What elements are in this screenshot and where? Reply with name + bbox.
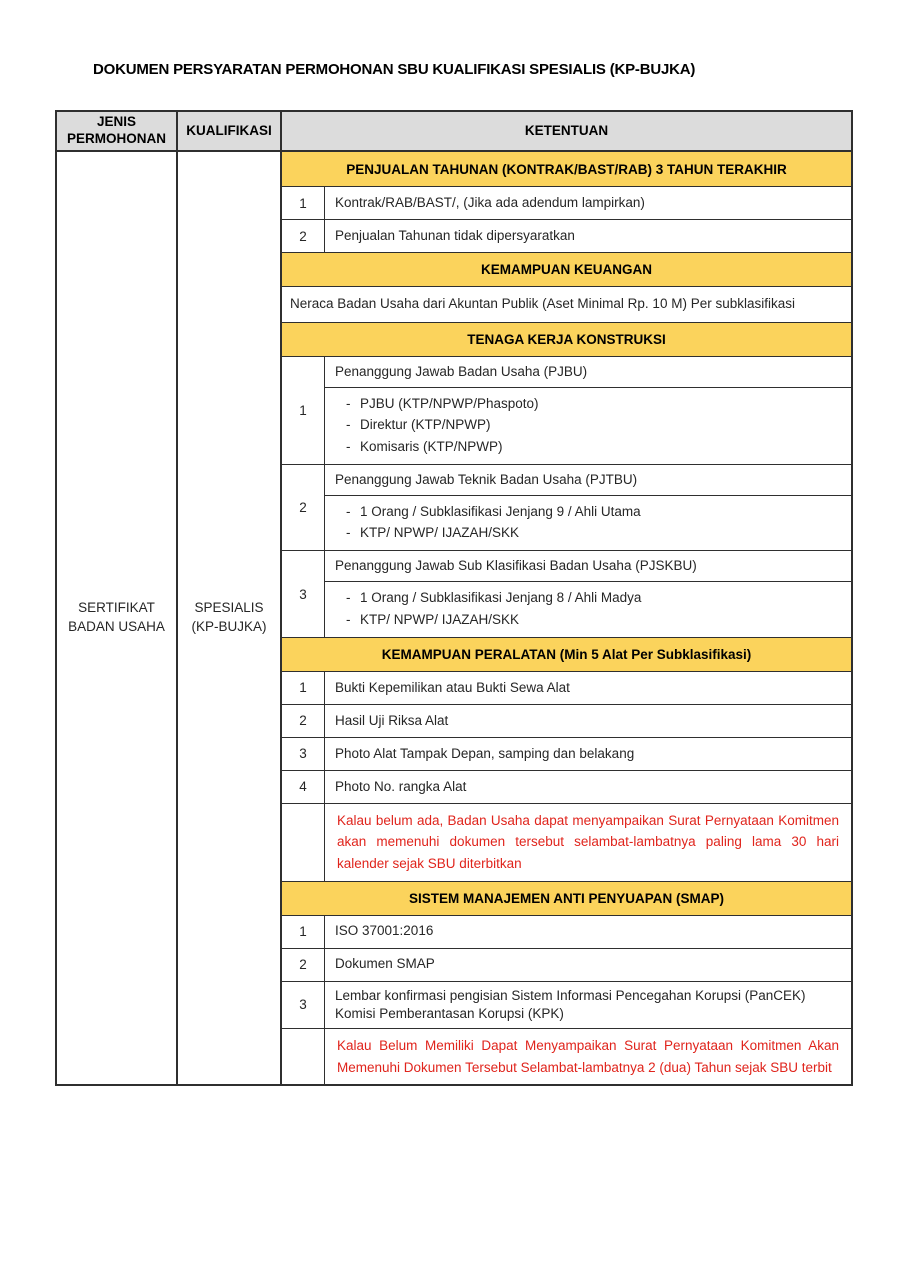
table-row xyxy=(282,981,851,1028)
table-row xyxy=(282,704,851,737)
bullet-item xyxy=(335,523,841,543)
row-number-empty xyxy=(282,804,325,881)
row-number: 1 xyxy=(282,187,325,219)
row-number: 3 xyxy=(282,738,325,770)
red-note-text: Kalau Belum Memiliki Dapat Menyampaikan Surat Pernyataan Komitmen Akan Memenuhi Dokumen Tersebut Selambat-lambatnya 2 (dua) Tahun sejak SBU terbit xyxy=(337,1037,839,1075)
table-row xyxy=(282,186,851,219)
table-body xyxy=(57,152,851,1084)
section-header-smap: SISTEM MANAJEMEN ANTI PENYUAPAN (SMAP) xyxy=(282,881,851,915)
row-number: 4 xyxy=(282,771,325,803)
group-title: Penanggung Jawab Badan Usaha (PJBU) xyxy=(325,357,851,388)
table-row xyxy=(282,671,851,704)
group-title: Penanggung Jawab Sub Klasifikasi Badan Usaha (PJSKBU) xyxy=(325,551,851,582)
dash-marker: - xyxy=(346,417,351,433)
row-number: 3 xyxy=(282,551,325,637)
row-text: Bukti Kepemilikan atau Bukti Sewa Alat xyxy=(335,679,570,695)
table-row xyxy=(282,915,851,948)
dash-marker: - xyxy=(346,611,351,627)
row-text: Photo No. rangka Alat xyxy=(335,778,467,794)
group-title: Penanggung Jawab Teknik Badan Usaha (PJTBU) xyxy=(325,465,851,496)
cell-kualifikasi: SPESIALIS (KP-BUJKA) xyxy=(178,152,282,1084)
table-header-row xyxy=(57,112,851,152)
bullet-text: Komisaris (KTP/NPWP) xyxy=(360,438,503,454)
bullet-item xyxy=(335,502,841,522)
row-text: ISO 37001:2016 xyxy=(335,923,434,939)
row-number-empty xyxy=(282,1029,325,1084)
ketentuan-sections xyxy=(282,152,851,1084)
bullet-item xyxy=(335,437,841,457)
section-header-penjualan: PENJUALAN TAHUNAN (KONTRAK/BAST/RAB) 3 TAHUN TERAKHIR xyxy=(282,152,851,186)
dash-marker: - xyxy=(346,396,351,411)
table-row-group xyxy=(282,464,851,551)
row-number: 1 xyxy=(282,916,325,948)
table-row-group xyxy=(282,356,851,464)
table-row-group xyxy=(282,550,851,637)
table-row xyxy=(282,286,851,322)
row-number: 1 xyxy=(282,357,325,464)
bullet-text: PJBU (KTP/NPWP/Phaspoto) xyxy=(360,396,539,411)
bullet-text: KTP/ NPWP/ IJAZAH/SKK xyxy=(360,525,520,540)
group-bullets xyxy=(325,496,851,551)
group-bullets xyxy=(325,582,851,637)
table-row-note xyxy=(282,1028,851,1084)
row-text: Hasil Uji Riksa Alat xyxy=(335,712,449,728)
section-header-tenaga-kerja: TENAGA KERJA KONSTRUKSI xyxy=(282,322,851,356)
bullet-item xyxy=(335,610,841,630)
row-text: Penjualan Tahunan tidak dipersyaratkan xyxy=(335,227,575,243)
bullet-item xyxy=(335,588,841,608)
header-ketentuan: KETENTUAN xyxy=(524,122,609,138)
row-number: 2 xyxy=(282,705,325,737)
dash-marker: - xyxy=(346,525,351,540)
row-number: 2 xyxy=(282,465,325,551)
header-kualifikasi: KUALIFIKASI xyxy=(178,112,282,150)
table-row xyxy=(282,737,851,770)
header-jenis-permohonan: JENIS PERMOHONAN xyxy=(57,112,178,150)
bullet-text: 1 Orang / Subklasifikasi Jenjang 9 / Ahli Utama xyxy=(360,503,641,519)
row-text: Neraca Badan Usaha dari Akuntan Publik (Aset Minimal Rp. 10 M) Per subklasifikasi xyxy=(290,296,795,312)
bullet-text: KTP/ NPWP/ IJAZAH/SKK xyxy=(360,611,520,627)
bullet-item xyxy=(335,394,841,414)
row-text xyxy=(325,982,851,1028)
row-text: Photo Alat Tampak Depan, samping dan belakang xyxy=(335,745,635,761)
table-row-note xyxy=(282,803,851,881)
table-row xyxy=(282,770,851,803)
group-body xyxy=(325,357,851,464)
row-text-inner: Lembar konfirmasi pengisian Sistem Informasi Pencegahan Korupsi (PanCEK) Komisi Pemberantasan Korupsi (KPK) xyxy=(335,987,806,1021)
cell-jenis-permohonan: SERTIFIKAT BADAN USAHA xyxy=(57,152,178,1084)
dash-marker: - xyxy=(346,503,351,519)
row-number: 2 xyxy=(282,220,325,252)
dash-marker: - xyxy=(346,590,351,606)
table-row xyxy=(282,219,851,252)
bullet-text: Direktur (KTP/NPWP) xyxy=(360,417,491,433)
dash-marker: - xyxy=(346,438,351,454)
group-bullets xyxy=(325,388,851,464)
group-body xyxy=(325,551,851,637)
table-row xyxy=(282,948,851,981)
row-text: Dokumen SMAP xyxy=(335,956,435,972)
bullet-text: 1 Orang / Subklasifikasi Jenjang 8 / Ahli Madya xyxy=(360,590,642,606)
bullet-item xyxy=(335,415,841,435)
row-number: 3 xyxy=(282,982,325,1028)
section-header-keuangan: KEMAMPUAN KEUANGAN xyxy=(282,252,851,286)
requirements-table xyxy=(55,110,853,1086)
row-number: 1 xyxy=(282,672,325,704)
row-number: 2 xyxy=(282,949,325,981)
group-body xyxy=(325,465,851,551)
red-note-text: Kalau belum ada, Badan Usaha dapat menyampaikan Surat Pernyataan Komitmen akan memenuhi dokumen tersebut selambat-lambatnya paling lama 30 hari kalender sejak SBU diterbitkan xyxy=(337,812,839,871)
page-title: DOKUMEN PERSYARATAN PERMOHONAN SBU KUALIFIKASI SPESIALIS (KP-BUJKA) xyxy=(93,61,696,78)
section-header-peralatan: KEMAMPUAN PERALATAN (Min 5 Alat Per Subklasifikasi) xyxy=(282,637,851,671)
row-text: Kontrak/RAB/BAST/, (Jika ada adendum lampirkan) xyxy=(335,194,645,210)
